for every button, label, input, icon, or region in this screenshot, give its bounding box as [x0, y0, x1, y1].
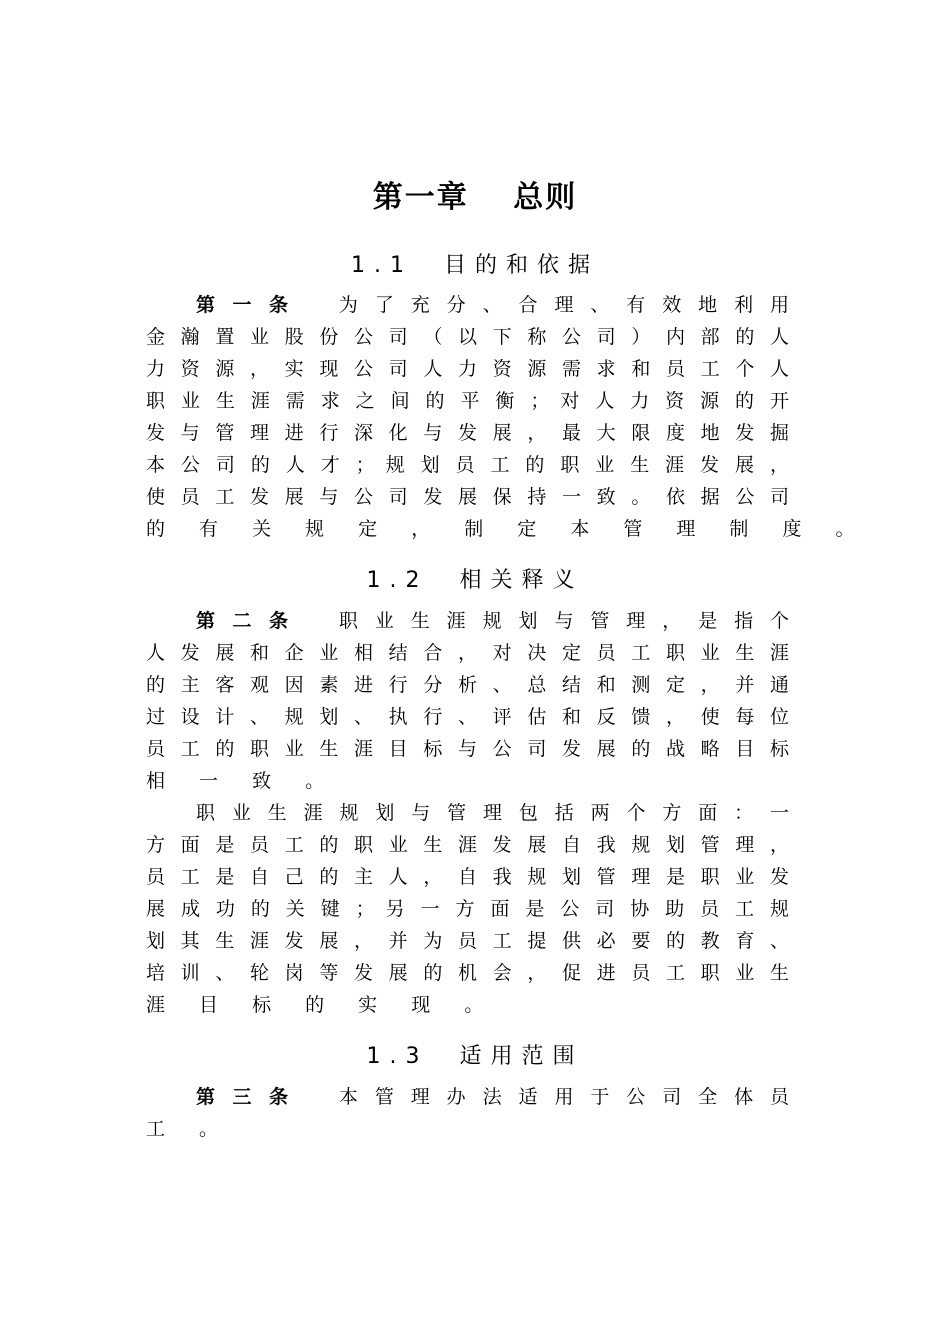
- paragraph-line: 划 其 生 涯 发 展 ， 并 为 员 工 提 供 必 要 的 教 育 、: [146, 930, 789, 952]
- paragraph-line: 发 与 管 理 进 行 深 化 与 发 展 ， 最 大 限 度 地 发 掘: [146, 422, 789, 444]
- article-label: 第 二 条: [196, 610, 294, 632]
- paragraph-line: 人 发 展 和 企 业 相 结 合 ， 对 决 定 员 工 职 业 生 涯: [146, 642, 789, 664]
- paragraph-line: 方 面 是 员 工 的 职 业 生 涯 发 展 自 我 规 划 管 理 ，: [146, 834, 789, 856]
- paragraph-line: 力 资 源 ， 实 现 公 司 人 力 资 源 需 求 和 员 工 个 人: [146, 358, 789, 380]
- paragraph-line: 的 有 关 规 定 ， 制 定 本 管 理 制 度 。: [146, 518, 869, 540]
- article-3-first-line: [196, 1081, 789, 1113]
- paragraph-line: 的 主 客 观 因 素 进 行 分 析 、 总 结 和 测 定 ， 并 通: [146, 674, 789, 696]
- paragraph-line: 工 。: [146, 1118, 233, 1140]
- paragraph-line: 相 一 致 。: [146, 770, 339, 792]
- paragraph-line: 涯 目 标 的 实 现 。: [146, 994, 498, 1016]
- section-title-1-1: 1.1 目的和依据: [351, 253, 599, 278]
- chapter-title: 第一章 总则: [372, 180, 578, 215]
- article-2-first-line: [196, 605, 789, 637]
- article-text: 本 管 理 办 法 适 用 于 公 司 全 体 员: [333, 1086, 789, 1108]
- paragraph-line: 员 工 是 自 己 的 主 人 ， 自 我 规 划 管 理 是 职 业 发: [146, 866, 789, 888]
- paragraph-line: 本 公 司 的 人 才 ； 规 划 员 工 的 职 业 生 涯 发 展 ，: [146, 454, 789, 476]
- paragraph-line: 金 瀚 置 业 股 份 公 司 （ 以 下 称 公 司 ） 内 部 的 人: [146, 326, 789, 348]
- article-text: 为 了 充 分 、 合 理 、 有 效 地 利 用: [333, 294, 789, 316]
- article-label: 第 三 条: [196, 1086, 294, 1108]
- paragraph-line: 使 员 工 发 展 与 公 司 发 展 保 持 一 致 。 依 据 公 司: [146, 486, 789, 508]
- article-text: 职 业 生 涯 规 划 与 管 理 ， 是 指 个: [333, 610, 789, 632]
- paragraph-line: 培 训 、 轮 岗 等 发 展 的 机 会 ， 促 进 员 工 职 业 生: [146, 962, 789, 984]
- section-title-1-2: 1.2 相关释义: [366, 568, 584, 593]
- paragraph-line: 职 业 生 涯 规 划 与 管 理 包 括 两 个 方 面 ： 一: [196, 802, 789, 824]
- paragraph-line: 职 业 生 涯 需 求 之 间 的 平 衡 ； 对 人 力 资 源 的 开: [146, 390, 789, 412]
- article-label: 第 一 条: [196, 294, 294, 316]
- paragraph-line: 员 工 的 职 业 生 涯 目 标 与 公 司 发 展 的 战 略 目 标: [146, 738, 789, 760]
- article-1-first-line: [196, 289, 789, 321]
- paragraph-line: 过 设 计 、 规 划 、 执 行 、 评 估 和 反 馈 ， 使 每 位: [146, 706, 789, 728]
- section-title-1-3: 1.3 适用范围: [366, 1044, 584, 1069]
- paragraph-line: 展 成 功 的 关 键 ； 另 一 方 面 是 公 司 协 助 员 工 规: [146, 898, 789, 920]
